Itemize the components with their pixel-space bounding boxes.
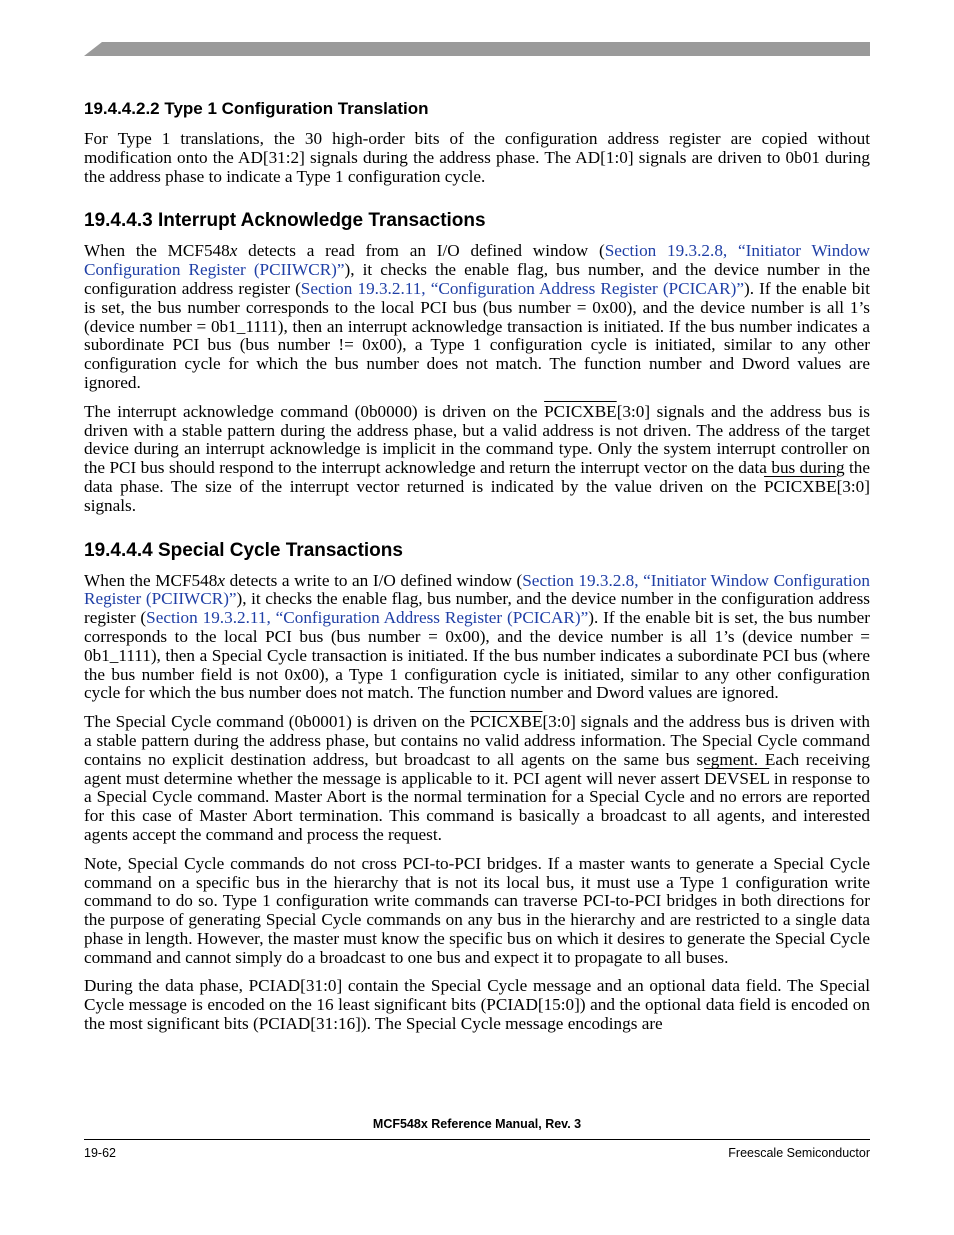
signal-pcicxbe: PCICXBE — [544, 401, 617, 421]
paragraph: For Type 1 translations, the 30 high-order bits of the configuration address register are copied without modification onto the AD[31:2] signals during the address phase. The AD[1:0] signals are driven to 0b01 during the address phase to indicate a Type 1 configuration cycle. — [84, 129, 870, 186]
section-interrupt-ack — [84, 209, 870, 515]
text: ), it checks the enable flag, bus number, and the device number in the configuration address register ( — [84, 260, 871, 298]
link-pciiwcr-section[interactable]: Section 19.3.2.8, “Initiator Window Configuration Register (PCIIWCR)” — [84, 570, 870, 609]
text: ), it checks the enable flag, bus number, and the device number in the configuration address register ( — [84, 589, 870, 628]
text: detects a write to an I/O defined window ( — [224, 570, 523, 590]
heading-type1-config-translation: 19.4.4.2.2 Type 1 Configuration Translation — [84, 99, 429, 118]
text: When the MCF548 — [84, 570, 218, 590]
text: ). If the enable bit is set, the bus number corresponds to the local PCI bus (bus number = 0x00), and the device number is all 1’s (device number = 0b1_1111), then an interrupt acknowledge transaction is initiated. If the bus number indicates a subordinate PCI bus (bus number != 0x00), a Type 1 configuration cycle is initiated, similar to any other configuration cycle for which the bus number does not match. The function number and Dword values are ignored. — [84, 278, 870, 392]
section-type1-translation — [84, 98, 870, 186]
footer-company: Freescale Semiconductor — [728, 1146, 870, 1160]
link-pciiwcr-section[interactable]: Section 19.3.2.8, “Initiator Window Configuration Register (PCIIWCR)” — [84, 241, 871, 280]
link-pcicar-section[interactable]: Section 19.3.2.11, “Configuration Address Register (PCICAR)” — [300, 278, 744, 298]
paragraph — [84, 713, 870, 845]
heading-interrupt-ack-transactions: 19.4.4.3 Interrupt Acknowledge Transactions — [84, 210, 486, 232]
text: [3:0] signals. — [84, 476, 870, 515]
header-banner — [84, 42, 870, 56]
page-content — [84, 98, 870, 1044]
footer-divider — [84, 1139, 870, 1140]
italic-x: x — [229, 241, 238, 261]
footer-manual-title: MCF548x Reference Manual, Rev. 3 — [372, 1117, 582, 1131]
text: ). If the enable bit is set, the bus number corresponds to the local PCI bus (bus number = 0x00), and the device number is all 1’s (device number = 0b1_1111), then a Special Cycle transaction is initiated. If the bus number indicates a subordinate PCI bus (where the bus number field is not 0x00), a Type 1 configuration cycle is initiated, similar to any other configuration cycle for which the bus number does not match. The function number and Dword values are ignored. — [84, 608, 870, 703]
paragraph — [84, 242, 870, 392]
section-special-cycle — [84, 539, 870, 1034]
signal-devsel: DEVSEL — [704, 768, 770, 788]
text: [3:0] signals and the address bus is driven with a stable pattern during the address phase, but a valid address is not driven. The address of the target device during an interrupt acknowledge is implicit in the command type. Only the system interrupt controller on the PCI bus should respond to the interrupt acknowledge and return the interrupt vector on the data bus during the data phase. The size of the interrupt vector returned is indicated by the value driven on the — [84, 401, 870, 496]
italic-x: x — [217, 570, 225, 590]
signal-pcicxbe: PCICXBE — [763, 476, 837, 496]
text: [3:0] signals and the address bus is driven with a stable pattern during the address phase, but contains no valid address information. The Special Cycle command contains no explicit destination address, but broadcast to all agents on the same bus segment. Each receiving agent must determine whether the message is applicable to it. PCI agent will never assert — [84, 712, 870, 788]
footer-page-number: 19-62 — [84, 1146, 116, 1160]
signal-pcicxbe: PCICXBE — [469, 712, 543, 732]
heading-special-cycle-transactions: 19.4.4.4 Special Cycle Transactions — [84, 539, 403, 561]
link-pcicar-section[interactable]: Section 19.3.2.11, “Configuration Address Register (PCICAR)” — [146, 608, 589, 628]
paragraph: During the data phase, PCIAD[31:0] contain the Special Cycle message and an optional data field. The Special Cycle message is encoded on the 16 least significant bits (PCIAD[15:0]) and the optional data field is encoded on the most significant bits (PCIAD[31:16]). The Special Cycle message encodings are — [84, 976, 870, 1034]
paragraph — [84, 403, 870, 516]
paragraph: Note, Special Cycle commands do not cross PCI-to-PCI bridges. If a master wants to generate a Special Cycle command on a specific bus in the hierarchy that is not its local bus, it must use a Type 1 configuration write command to do so. Type 1 configuration write commands can traverse PCI-to-PCI bridges in both directions for the purpose of generating Special Cycle commands on any bus in the hierarchy and are restricted to a single data phase in length. However, the master must know the specific bus on which it desires to generate the Special Cycle command and cannot simply do a broadcast to one bus and expect it to propagate to all buses. — [84, 853, 870, 967]
text: The Special Cycle command (0b0001) is driven on the — [84, 712, 470, 732]
paragraph — [84, 572, 870, 704]
text: The interrupt acknowledge command (0b0000) is driven on the — [84, 401, 545, 421]
text: in response to a Special Cycle command. Master Abort is the normal termination for a Special Cycle and no errors are reported for this case of Master Abort termination. This command is basically a broadcast to all agents, and interested agents accept the command and process the request. — [84, 768, 870, 844]
text: detects a read from an I/O defined window ( — [237, 241, 605, 261]
text: When the MCF548 — [84, 241, 230, 261]
